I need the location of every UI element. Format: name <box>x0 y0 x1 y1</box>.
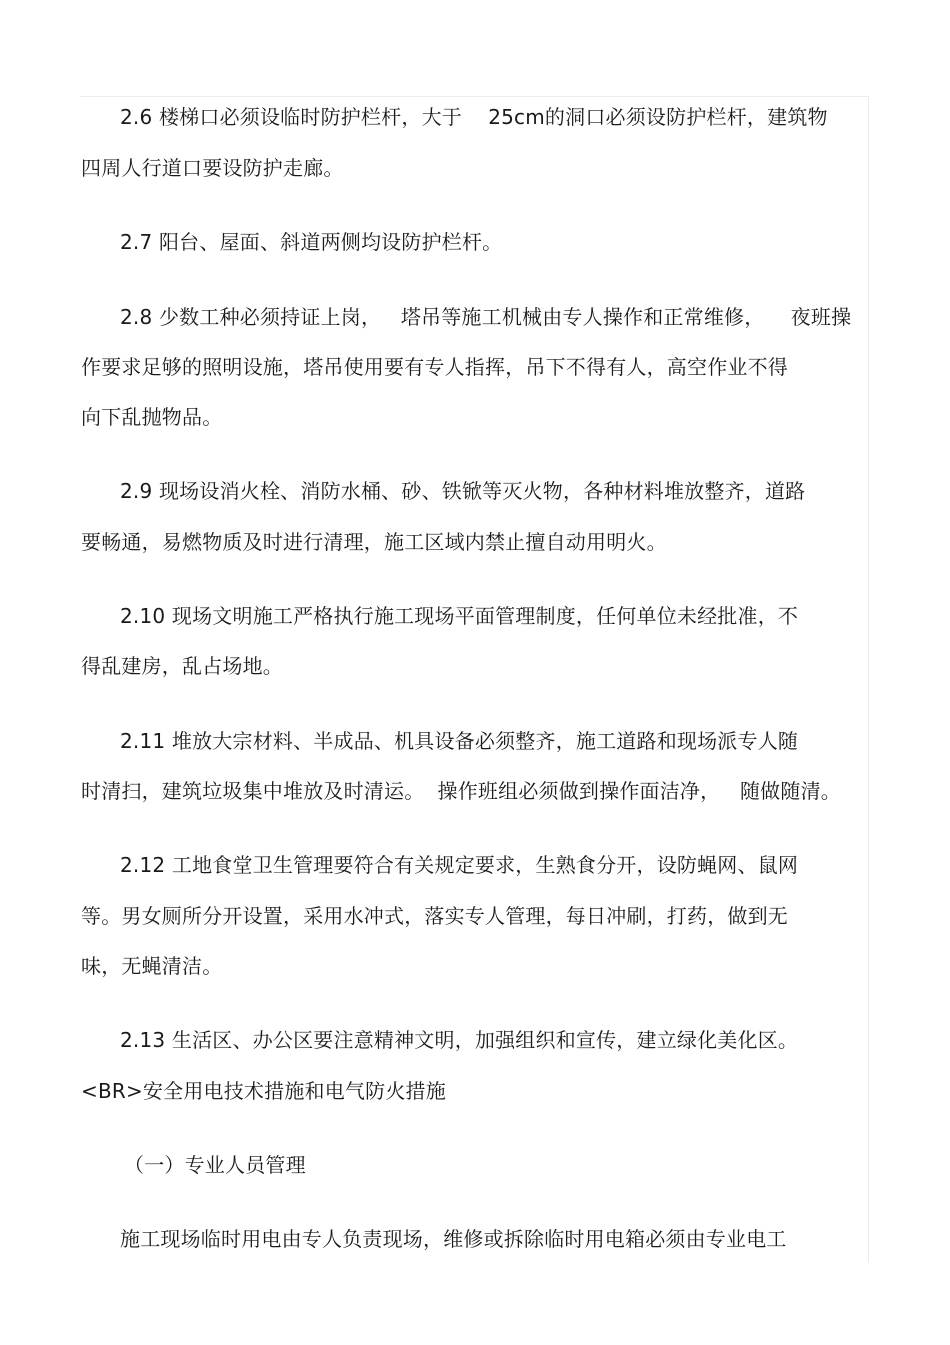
paragraph-2-6-line-1: 2.6 楼梯口必须设临时防护栏杆，大于 25cm的洞口必须设防护栏杆，建筑物 <box>120 105 828 129</box>
paragraph-2-12-line-3: 味，无蝇清洁。 <box>81 954 223 978</box>
paragraph-2-8-line-1: 2.8 少数工种必须持证上岗， 塔吊等施工机械由专人操作和正常维修， 夜班操 <box>120 305 852 329</box>
paragraph-2-11-line-2: 时清扫，建筑垃圾集中堆放及时清运。 操作班组必须做到操作面洁净， 随做随清。 <box>81 779 841 803</box>
paragraph-electrical-line-1: 施工现场临时用电由专人负责现场，维修或拆除临时用电箱必须由专业电工 <box>120 1227 787 1251</box>
paragraph-2-9-line-1: 2.9 现场设消火栓、消防水桶、砂、铁锨等灭火物，各种材料堆放整齐，道路 <box>120 479 806 503</box>
paragraph-2-9-line-2: 要畅通，易燃物质及时进行清理，施工区域内禁止擅自动用明火。 <box>81 530 667 554</box>
paragraph-2-10-line-1: 2.10 现场文明施工严格执行施工现场平面管理制度，任何单位未经批准，不 <box>120 604 799 628</box>
paragraph-2-6-line-2: 四周人行道口要设防护走廊。 <box>81 156 344 180</box>
paragraph-2-12-line-1: 2.12 工地食堂卫生管理要符合有关规定要求，生熟食分开，设防蝇网、鼠网 <box>120 853 799 877</box>
paragraph-2-12-line-2: 等。男女厕所分开设置，采用水冲式，落实专人管理，每日冲刷，打药，做到无 <box>81 904 788 928</box>
paragraph-2-11-line-1: 2.11 堆放大宗材料、半成品、机具设备必须整齐，施工道路和现场派专人随 <box>120 729 799 753</box>
paragraph-2-7-line-1: 2.7 阳台、屋面、斜道两侧均设防护栏杆。 <box>120 230 503 254</box>
subheading-personnel-management: （一）专业人员管理 <box>124 1153 306 1177</box>
paragraph-2-8-line-3: 向下乱抛物品。 <box>81 405 223 429</box>
section-heading-electrical-safety: <BR>安全用电技术措施和电气防火措施 <box>81 1079 446 1103</box>
page-border-top <box>80 96 869 97</box>
page-border-right <box>868 96 869 1262</box>
paragraph-2-13-line-1: 2.13 生活区、办公区要注意精神文明，加强组织和宣传，建立绿化美化区。 <box>120 1028 799 1052</box>
paragraph-2-10-line-2: 得乱建房，乱占场地。 <box>81 654 283 678</box>
paragraph-2-8-line-2: 作要求足够的照明设施，塔吊使用要有专人指挥，吊下不得有人，高空作业不得 <box>81 355 788 379</box>
